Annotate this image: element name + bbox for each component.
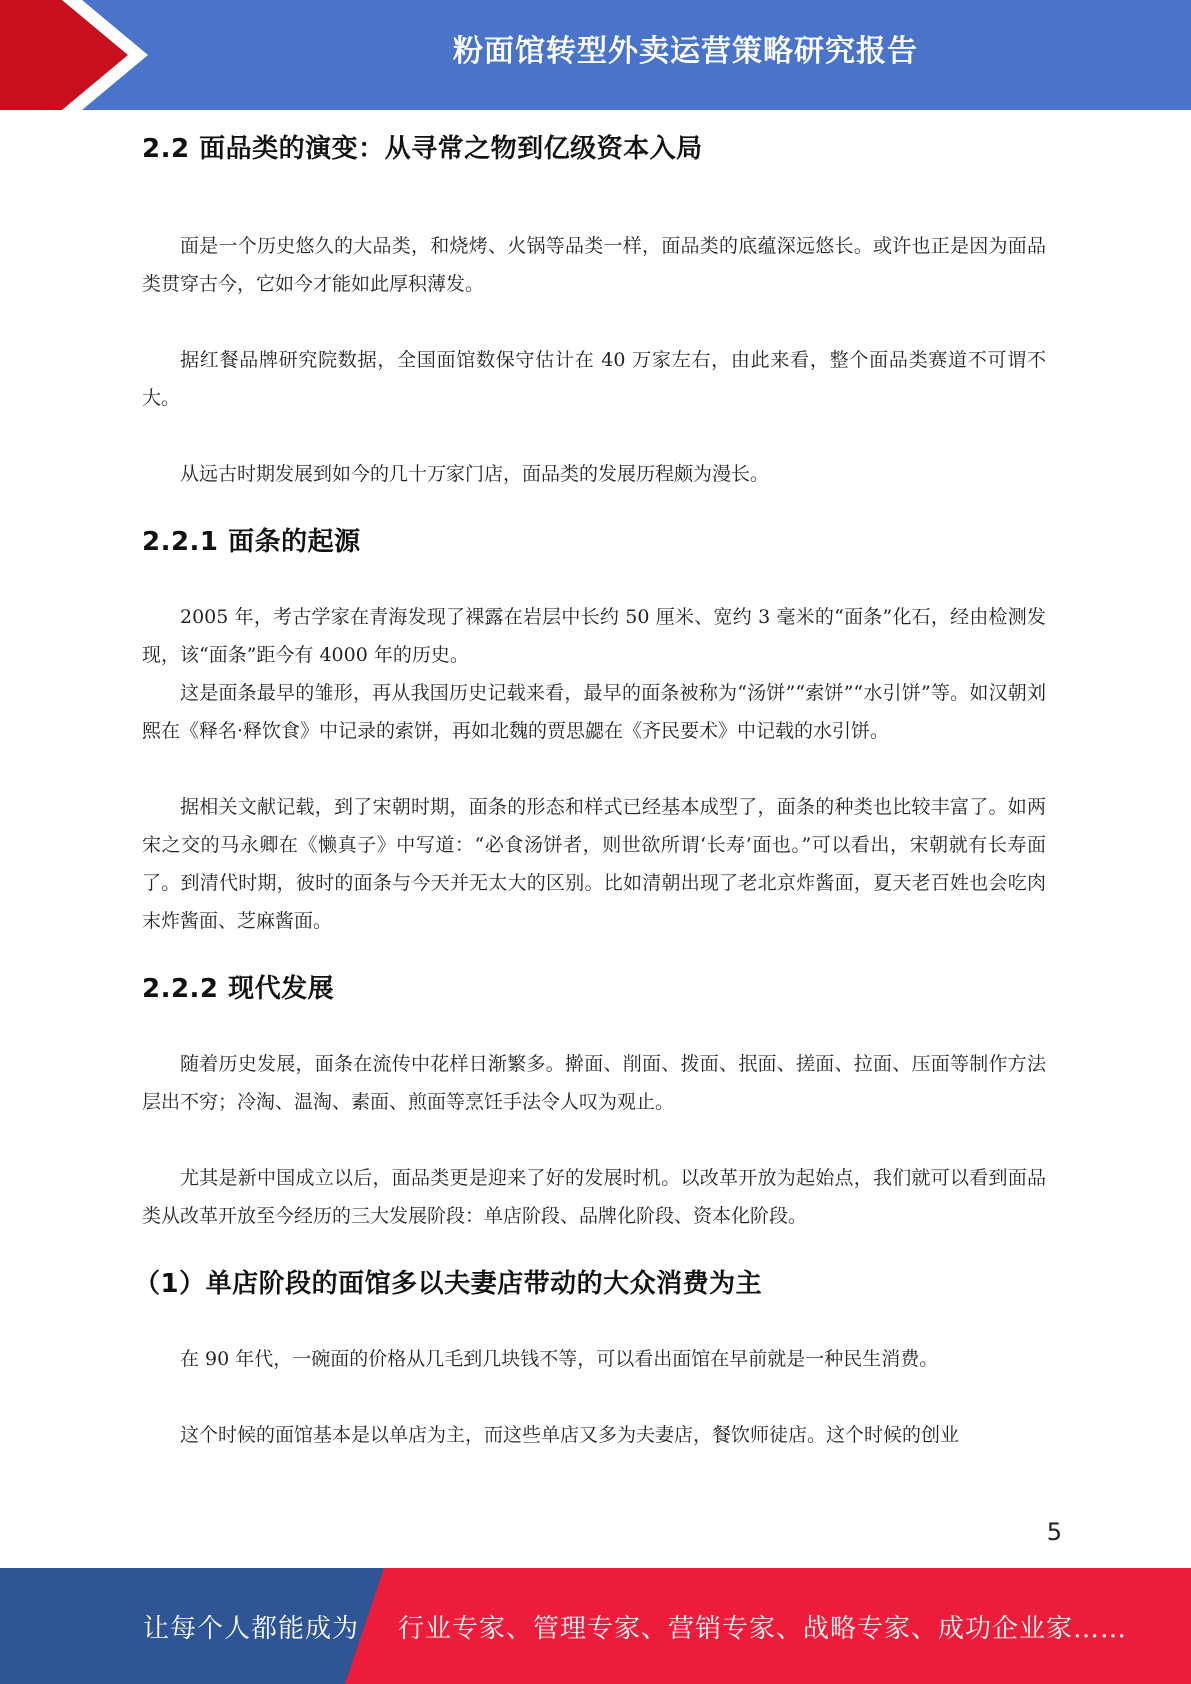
paragraph: 这是面条最早的雏形，再从我国历史记载来看，最早的面条被称为“汤饼”“索饼”“水引饼”等。如汉朝刘熙在《释名·释饮食》中记录的索饼，再如北魏的贾思勰在《齐民要术》中记载的水引饼。 [142, 682, 1046, 742]
page-number: 5 [1046, 1518, 1062, 1546]
paragraph: 随着历史发展，面条在流传中花样日渐繁多。擀面、削面、拨面、抿面、搓面、拉面、压面等制作方法层出不穷；冷淘、温淘、素面、煎面等烹饪手法令人叹为观止。 [142, 1053, 1046, 1113]
report-title: 粉面馆转型外卖运营策略研究报告 [453, 34, 918, 69]
paragraph: 据相关文献记载，到了宋朝时期，面条的形态和样式已经基本成型了，面条的种类也比较丰富了。如两宋之交的马永卿在《懒真子》中写道：“必食汤饼者，则世欲所谓‘长寿’面也。”可以看出，宋朝就有长寿面了。到清代时期，彼时的面条与今天并无太大的区别。比如清朝出现了老北京炸酱面，夏天老百姓也会吃肉末炸酱面、芝麻酱面。 [142, 796, 1046, 932]
paragraph: 从远古时期发展到如今的几十万家门店，面品类的发展历程颇为漫长。 [180, 463, 770, 485]
footer-slogan-right: 行业专家、管理专家、营销专家、战略专家、成功企业家…… [398, 1614, 1128, 1644]
page-content [134, 128, 1046, 1454]
paragraph: 尤其是新中国成立以后，面品类更是迎来了好的发展时机。以改革开放为起始点，我们就可以看到面品类从改革开放至今经历的三大发展阶段：单店阶段、品牌化阶段、资本化阶段。 [142, 1167, 1046, 1227]
section-heading-2-2-2: 2.2.2 现代发展 [142, 974, 335, 1004]
section-heading-2-2: 2.2 面品类的演变：从寻常之物到亿级资本入局 [142, 134, 703, 164]
paragraph: 这个时候的面馆基本是以单店为主，而这些单店又多为夫妻店，餐饮师徒店。这个时候的创业 [180, 1424, 960, 1446]
footer-slogan-left: 让每个人都能成为 [143, 1614, 360, 1644]
page-footer [0, 1568, 1191, 1684]
paragraph: 据红餐品牌研究院数据，全国面馆数保守估计在 40 万家左右，由此来看，整个面品类赛道不可谓不大。 [142, 349, 1046, 409]
page-header [0, 0, 1191, 110]
paragraph: 在 90 年代，一碗面的价格从几毛到几块钱不等，可以看出面馆在早前就是一种民生消费。 [180, 1348, 939, 1370]
paragraph: 2005 年，考古学家在青海发现了裸露在岩层中长约 50 厘米、宽约 3 毫米的“面条”化石，经由检测发现，该“面条”距今有 4000 年的历史。 [142, 606, 1046, 666]
subsection-heading-1: （1）单店阶段的面馆多以夫妻店带动的大众消费为主 [134, 1269, 763, 1299]
paragraph: 面是一个历史悠久的大品类，和烧烤、火锅等品类一样，面品类的底蕴深远悠长。或许也正是因为面品类贯穿古今，它如今才能如此厚积薄发。 [142, 235, 1046, 295]
section-heading-2-2-1: 2.2.1 面条的起源 [142, 527, 361, 557]
